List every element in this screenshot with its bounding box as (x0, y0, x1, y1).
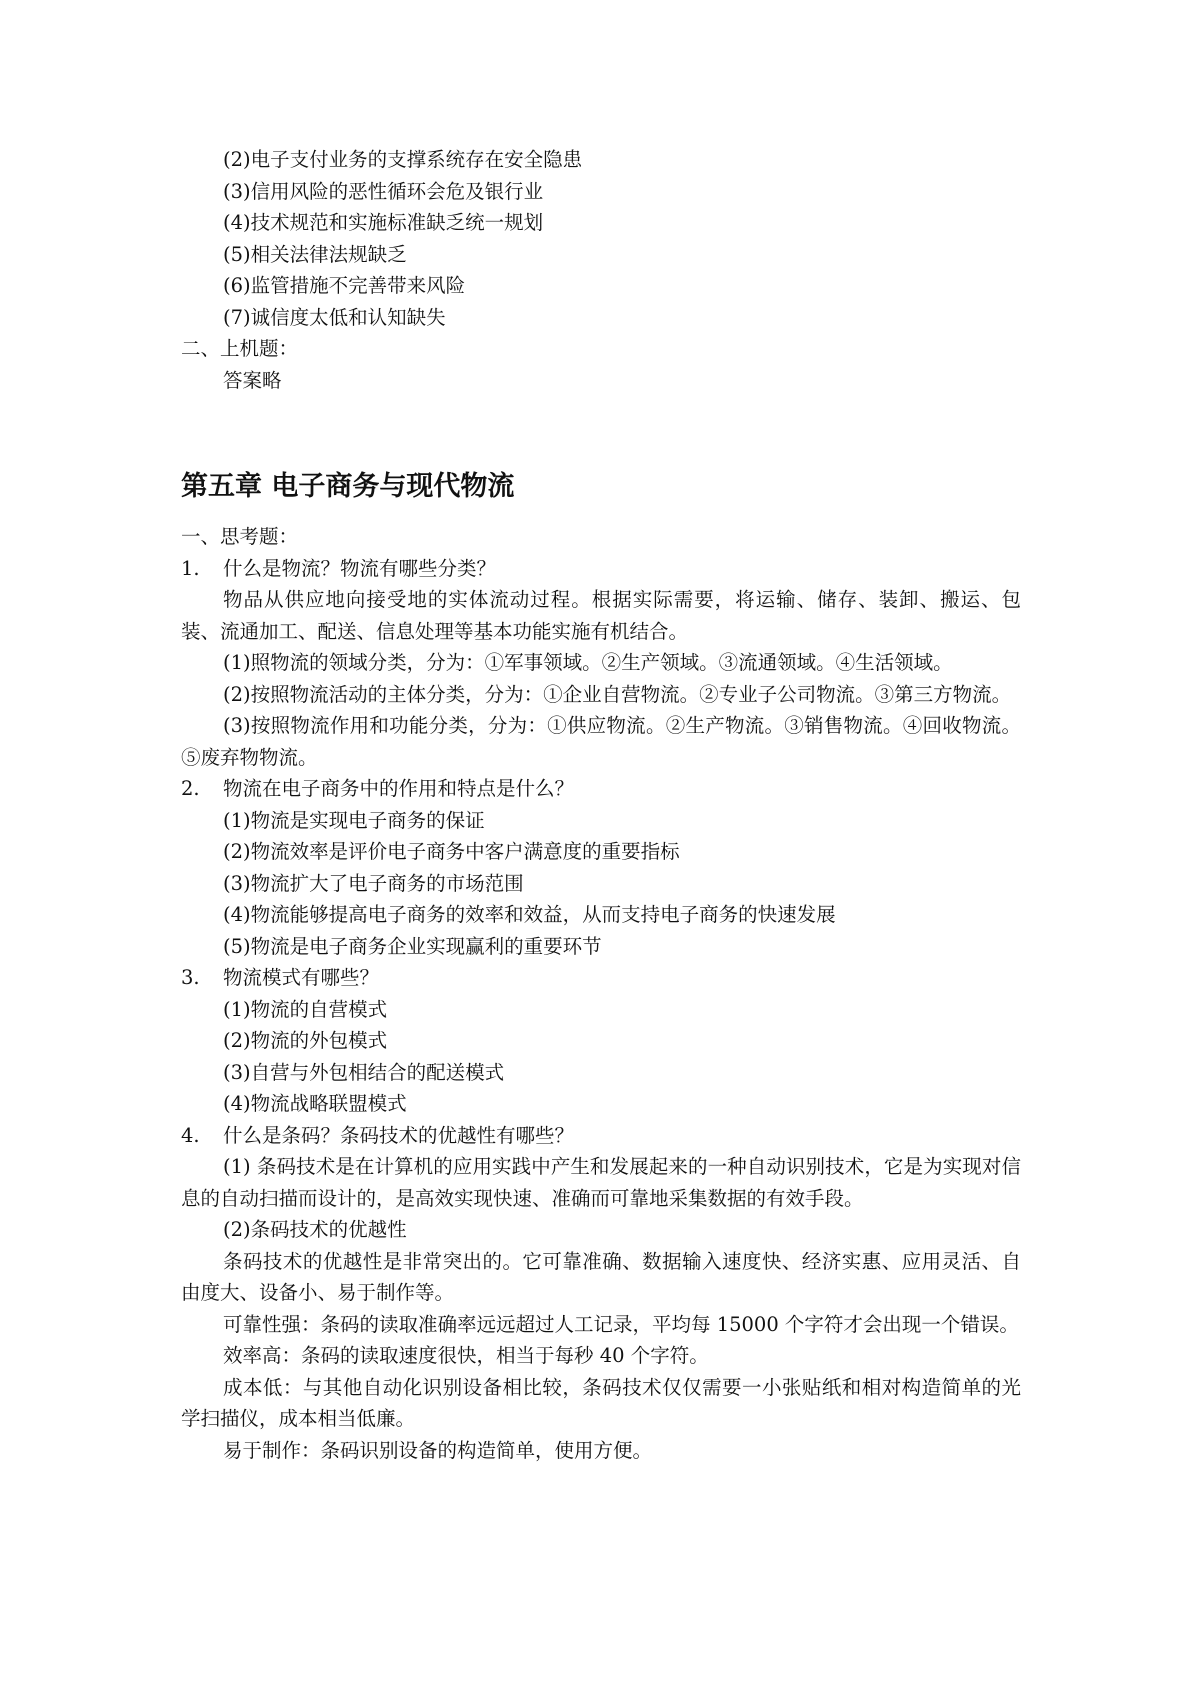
question-2 (181, 773, 1021, 805)
answer-paragraph: 效率高：条码的读取速度很快，相当于每秒 40 个字符。 (223, 1344, 709, 1367)
list-item: (5)物流是电子商务企业实现赢利的重要环节 (223, 934, 602, 958)
section-heading-machine: 二、上机题： (181, 337, 299, 360)
list-item: (3)信用风险的恶性循环会危及银行业 (223, 179, 544, 203)
chapter-title: 第五章 电子商务与现代物流 (181, 471, 515, 502)
question-text: 什么是条码？条码技术的优越性有哪些？ (223, 1123, 575, 1147)
list-item: (1)物流是实现电子商务的保证 (223, 808, 485, 832)
answer-paragraph: (2)条码技术的优越性 (223, 1218, 407, 1241)
question-number: 2. (181, 777, 200, 800)
list-item: (4)技术规范和实施标准缺乏统一规划 (223, 211, 544, 234)
answer-paragraph: 成本低：与其他自动化识别设备相比较，条码技术仅仅需要一小张贴纸和相对构造简单的光学扫描仪，成本相当低廉。 (181, 1375, 1021, 1430)
machine-answer: 答案略 (223, 368, 282, 392)
answer-paragraph: 易于制作：条码识别设备的构造简单，使用方便。 (223, 1438, 653, 1462)
list-item: (5)相关法律法规缺乏 (223, 242, 407, 266)
list-item: (2)物流效率是评价电子商务中客户满意度的重要指标 (223, 840, 680, 863)
answer-paragraph: (3)按照物流作用和功能分类，分为：①供应物流。②生产物流。③销售物流。④回收物流。⑤废弃物物流。 (181, 714, 1021, 769)
list-item: (3)物流扩大了电子商务的市场范围 (223, 871, 524, 895)
list-item: (2)物流的外包模式 (223, 1029, 388, 1052)
question-4 (181, 1120, 1021, 1152)
list-item: (7)诚信度太低和认知缺失 (223, 305, 446, 329)
list-item: (4)物流战略联盟模式 (223, 1092, 407, 1115)
section-heading-think: 一、思考题： (181, 525, 299, 548)
answer-paragraph: 物品从供应地向接受地的实体流动过程。根据实际需要，将运输、储存、装卸、搬运、包装、流通加工、配送、信息处理等基本功能实施有机结合。 (181, 588, 1021, 643)
list-item: (4)物流能够提高电子商务的效率和效益，从而支持电子商务的快速发展 (223, 903, 836, 926)
list-item: (6)监管措施不完善带来风险 (223, 274, 466, 297)
question-number: 1. (181, 556, 200, 580)
list-item: (2)电子支付业务的支撑系统存在安全隐患 (223, 148, 583, 171)
question-3 (181, 962, 1021, 994)
list-item: (1)物流的自营模式 (223, 997, 388, 1021)
answer-paragraph: 条码技术的优越性是非常突出的。它可靠准确、数据输入速度快、经济实惠、应用灵活、自由度大、设备小、易于制作等。 (181, 1249, 1021, 1304)
question-number: 3. (181, 966, 200, 989)
question-1 (181, 553, 1021, 585)
question-text: 什么是物流？物流有哪些分类？ (223, 556, 497, 580)
list-item: (3)自营与外包相结合的配送模式 (223, 1060, 505, 1084)
question-number: 4. (181, 1123, 200, 1147)
answer-paragraph: (2)按照物流活动的主体分类，分为：①企业自营物流。②专业子公司物流。③第三方物流。 (223, 682, 1012, 706)
answer-paragraph: 可靠性强：条码的读取准确率远远超过人工记录，平均每 15000 个字符才会出现一个错误。 (223, 1312, 1019, 1336)
answer-paragraph: (1) 条码技术是在计算机的应用实践中产生和发展起来的一种自动识别技术，它是为实现对信息的自动扫描而设计的，是高效实现快速、准确而可靠地采集数据的有效手段。 (181, 1155, 1021, 1210)
document-content (181, 144, 1021, 1466)
answer-paragraph: (1)照物流的领域分类，分为：①军事领域。②生产领域。③流通领域。④生活领域。 (223, 651, 953, 674)
question-text: 物流模式有哪些？ (223, 966, 380, 989)
question-text: 物流在电子商务中的作用和特点是什么？ (223, 777, 575, 800)
